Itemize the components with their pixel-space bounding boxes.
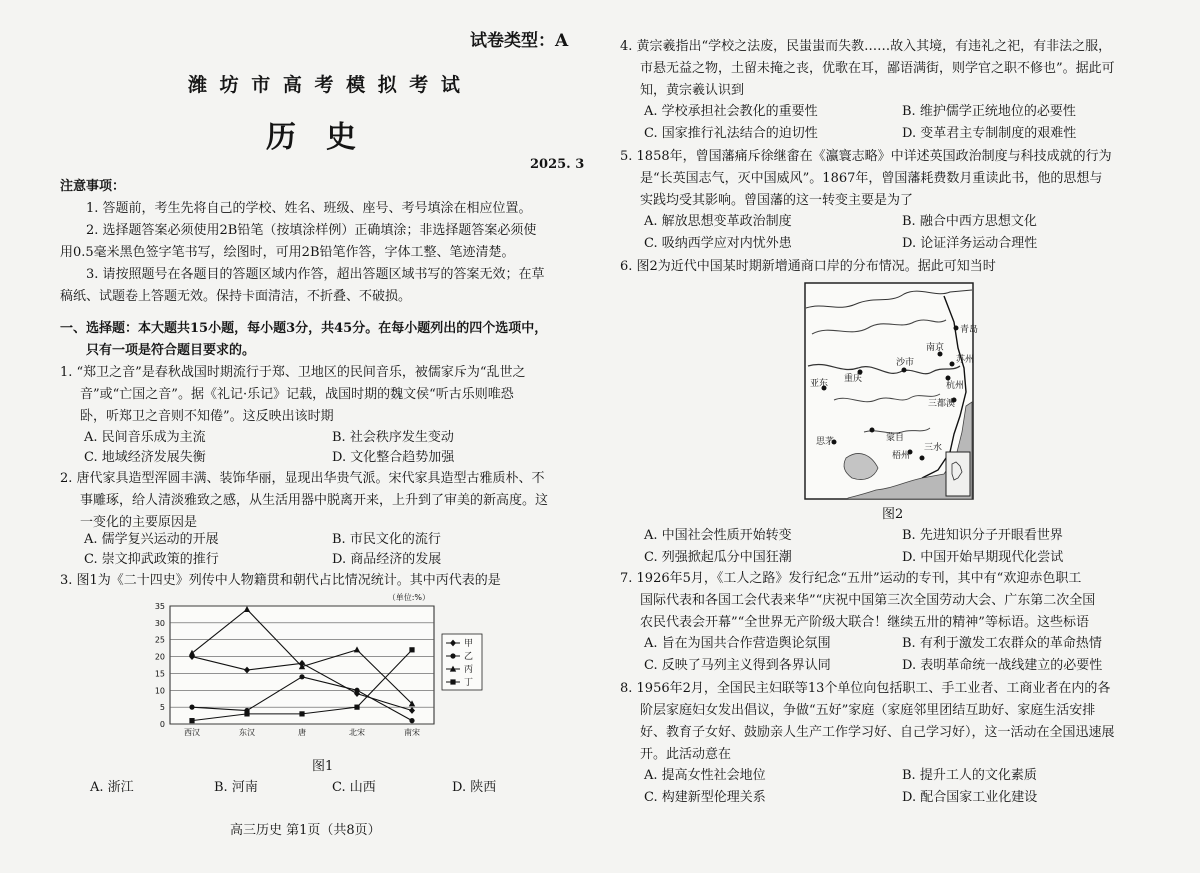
exam-name: 潍 坊 市 高 考 模 拟 考 试 xyxy=(188,74,463,96)
q2-stem: 2. 唐代家具造型浑圆丰满、装饰华丽，显现出华贵气派。宋代家具造型古雅质朴、不 xyxy=(60,471,545,486)
y-tick-label: 10 xyxy=(154,686,165,696)
q7-option-d[interactable]: D. 表明革命统一战线建立的必要性 xyxy=(902,658,1103,673)
figure2-caption: 图2 xyxy=(882,507,904,522)
y-tick-label: 30 xyxy=(154,618,165,628)
q1-stem: 卧，听郑卫之音则不知倦”。这反映出该时期 xyxy=(80,409,334,424)
page-footer: 高三历史 第1页（共8页） xyxy=(230,823,381,838)
data-point xyxy=(189,718,194,723)
q8-option-b[interactable]: B. 提升工人的文化素质 xyxy=(902,768,1037,783)
q4-option-d[interactable]: D. 变革君主专制制度的艰难性 xyxy=(902,126,1077,141)
y-tick-label: 5 xyxy=(159,703,165,713)
q6-option-b[interactable]: B. 先进知识分子开眼看世界 xyxy=(902,528,1063,543)
data-point xyxy=(299,711,304,716)
y-tick-label: 20 xyxy=(154,652,165,662)
notice-line: 1. 答题前，考生先将自己的学校、姓名、班级、座号、考号填涂在相应位置。 xyxy=(86,201,532,216)
legend-marker xyxy=(450,679,455,684)
q1-stem: 1. “郑卫之音”是春秋战国时期流行于郑、卫地区的民间音乐，被儒家斥为“乱世之 xyxy=(60,365,526,380)
subject-title: 历 史 xyxy=(266,120,356,155)
figure1-caption: 图1 xyxy=(312,759,334,774)
q7-stem: 国际代表和各国工会代表来华”“庆祝中国第三次全国劳动大会、广东第二次全国 xyxy=(640,593,1096,608)
q8-option-c[interactable]: C. 构建新型伦理关系 xyxy=(644,790,766,805)
q6-option-c[interactable]: C. 列强掀起瓜分中国狂潮 xyxy=(644,550,792,565)
q5-stem: 是“长英国志气，灭中国威风”。1867年，曾国藩耗费数月重读此书，他的思想与 xyxy=(640,171,1103,186)
notice-line: 用0.5毫米黑色签字笔书写，绘图时，可用2B铅笔作答，字体工整、笔迹清楚。 xyxy=(60,245,515,260)
q7-option-a[interactable]: A. 旨在为国共合作营造舆论氛围 xyxy=(644,636,831,651)
q8-stem: 开。此活动意在 xyxy=(640,747,732,762)
q4-stem: 市悬无益之物，土留未掩之丧，优歌在耳，鄙语满街，则学官之职不修也”。据此可 xyxy=(640,61,1115,76)
map-label: 三都澳 xyxy=(928,399,956,409)
q3-stem: 3. 图1为《二十四史》列传中人物籍贯和朝代占比情况统计。其中丙代表的是 xyxy=(60,573,501,588)
q5-stem: 5. 1858年，曾国藩痛斥徐继畬在《瀛寰志略》中详述英国政治制度与科技成就的行为 xyxy=(620,149,1112,164)
notice-title: 注意事项： xyxy=(60,179,126,194)
q3-option-b[interactable]: B. 河南 xyxy=(214,780,258,795)
q1-option-d[interactable]: D. 文化整合趋势加强 xyxy=(332,450,455,465)
q7-stem: 7. 1926年5月，《工人之路》发行纪念“五卅”运动的专刊，其中有“欢迎赤色职工 xyxy=(620,571,1082,586)
data-point xyxy=(409,718,414,723)
q4-option-b[interactable]: B. 维护儒学正统地位的必要性 xyxy=(902,104,1076,119)
paper-type: 试卷类型：A xyxy=(470,31,569,51)
q5-option-a[interactable]: A. 解放思想变革政治制度 xyxy=(644,214,792,229)
map-label: 重庆 xyxy=(844,374,863,384)
q4-stem: 知，黄宗羲认识到 xyxy=(640,83,745,98)
exam-date: 2025. 3 xyxy=(530,157,585,172)
q4-stem: 4. 黄宗羲指出“学校之法废，民蚩蚩而失教……故入其境，有违礼之祀，有非法之服， xyxy=(620,39,1112,54)
q2-stem: 一变化的主要原因是 xyxy=(80,515,198,530)
q7-stem: 农民代表会开幕”“全世界无产阶级大联合！继续五卅的精神”等标语。这些标语 xyxy=(640,615,1089,630)
map-label: 沙市 xyxy=(896,358,915,368)
section-heading: 一、选择题：本大题共15小题，每小题3分，共45分。在每小题列出的四个选项中， xyxy=(60,321,548,336)
q2-option-a[interactable]: A. 儒学复兴运动的开展 xyxy=(84,532,219,547)
x-tick-label: 北宋 xyxy=(349,728,365,737)
map-label: 苏州 xyxy=(956,355,975,365)
notice-line: 3. 请按照题号在各题目的答题区域内作答，超出答题区域书写的答案无效；在草 xyxy=(86,267,545,282)
q1-option-c[interactable]: C. 地域经济发展失衡 xyxy=(84,450,206,465)
y-tick-label: 0 xyxy=(159,720,165,729)
legend-label: 乙 xyxy=(464,652,474,662)
q3-option-c[interactable]: C. 山西 xyxy=(332,780,376,795)
q4-option-c[interactable]: C. 国家推行礼法结合的迫切性 xyxy=(644,126,818,141)
map-label: 蒙自 xyxy=(886,433,905,443)
q4-option-a[interactable]: A. 学校承担社会教化的重要性 xyxy=(644,104,818,119)
data-point xyxy=(244,711,249,716)
q1-option-a[interactable]: A. 民间音乐成为主流 xyxy=(84,430,206,445)
unit-label: （单位:%） xyxy=(387,593,430,602)
map-label: 杭州 xyxy=(946,381,965,391)
notice-line: 稿纸、试题卷上答题无效。保持卡面清洁，不折叠、不破损。 xyxy=(60,289,412,304)
q5-stem: 实践均受其影响。曾国藩的这一转变主要是为了 xyxy=(640,193,914,208)
map-label: 三水 xyxy=(924,443,943,453)
map-label: 梧州 xyxy=(892,451,911,461)
data-point xyxy=(189,705,194,710)
q6-option-d[interactable]: D. 中国开始早期现代化尝试 xyxy=(902,550,1064,565)
data-point xyxy=(354,688,359,693)
map-label: 思茅 xyxy=(816,437,835,447)
x-tick-label: 东汉 xyxy=(239,728,255,737)
y-tick-label: 35 xyxy=(154,602,165,611)
q8-stem: 8. 1956年2月，全国民主妇联等13个单位向包括职工、手工业者、工商业者在内的各 xyxy=(620,681,1111,696)
q1-option-b[interactable]: B. 社会秩序发生变动 xyxy=(332,430,454,445)
q2-option-d[interactable]: D. 商品经济的发展 xyxy=(332,552,442,567)
q8-option-d[interactable]: D. 配合国家工业化建设 xyxy=(902,790,1038,805)
map-label: 青岛 xyxy=(960,325,979,335)
q2-stem: 事雕琢，给人清淡雅致之感，从生活用器中脱离开来，上升到了审美的新高度。这 xyxy=(80,493,549,508)
data-point xyxy=(354,705,359,710)
q8-option-a[interactable]: A. 提高女性社会地位 xyxy=(644,768,766,783)
q5-option-b[interactable]: B. 融合中西方思想文化 xyxy=(902,214,1037,229)
x-tick-label: 南宋 xyxy=(404,728,420,737)
legend-marker xyxy=(450,653,455,658)
q8-stem: 好、教育子女好、鼓励亲人生产工作学习好、自己学习好），这一活动在全国迅速展 xyxy=(640,725,1115,740)
figure1-line-chart xyxy=(142,588,502,748)
q2-option-c[interactable]: C. 崇文抑武政策的推行 xyxy=(84,552,219,567)
q6-stem: 6. 图2为近代中国某时期新增通商口岸的分布情况。据此可知当时 xyxy=(620,259,996,274)
q8-stem: 阶层家庭妇女发出倡议，争做“五好”家庭（家庭邻里团结互助好、家庭生活安排 xyxy=(640,703,1096,718)
x-tick-label: 西汉 xyxy=(184,728,200,737)
q3-option-a[interactable]: A. 浙江 xyxy=(90,780,134,795)
y-tick-label: 25 xyxy=(154,635,165,645)
legend-label: 丁 xyxy=(464,678,474,688)
q3-option-d[interactable]: D. 陕西 xyxy=(452,780,497,795)
q5-option-c[interactable]: C. 吸纳西学应对内忧外患 xyxy=(644,236,792,251)
q2-option-b[interactable]: B. 市民文化的流行 xyxy=(332,532,441,547)
x-tick-label: 唐 xyxy=(298,728,306,737)
q7-option-b[interactable]: B. 有利于激发工农群众的革命热情 xyxy=(902,636,1102,651)
legend-label: 丙 xyxy=(464,665,474,675)
map-label: 南京 xyxy=(926,343,945,353)
q6-option-a[interactable]: A. 中国社会性质开始转变 xyxy=(644,528,792,543)
map-label: 亚东 xyxy=(810,379,829,389)
q1-stem: 音”或“亡国之音”。据《礼记·乐记》记载，战国时期的魏文侯“听古乐则唯恐 xyxy=(80,387,514,402)
data-point xyxy=(299,674,304,679)
q5-option-d[interactable]: D. 论证洋务运动合理性 xyxy=(902,236,1038,251)
y-tick-label: 15 xyxy=(154,669,165,679)
legend-label: 甲 xyxy=(464,639,474,649)
figure2-map xyxy=(804,282,979,500)
notice-line: 2. 选择题答案必须使用2B铅笔（按填涂样例）正确填涂；非选择题答案必须使 xyxy=(86,223,537,238)
data-point xyxy=(409,647,414,652)
section-heading: 只有一项是符合题目要求的。 xyxy=(86,343,256,358)
q7-option-c[interactable]: C. 反映了马列主义得到各界认同 xyxy=(644,658,831,673)
